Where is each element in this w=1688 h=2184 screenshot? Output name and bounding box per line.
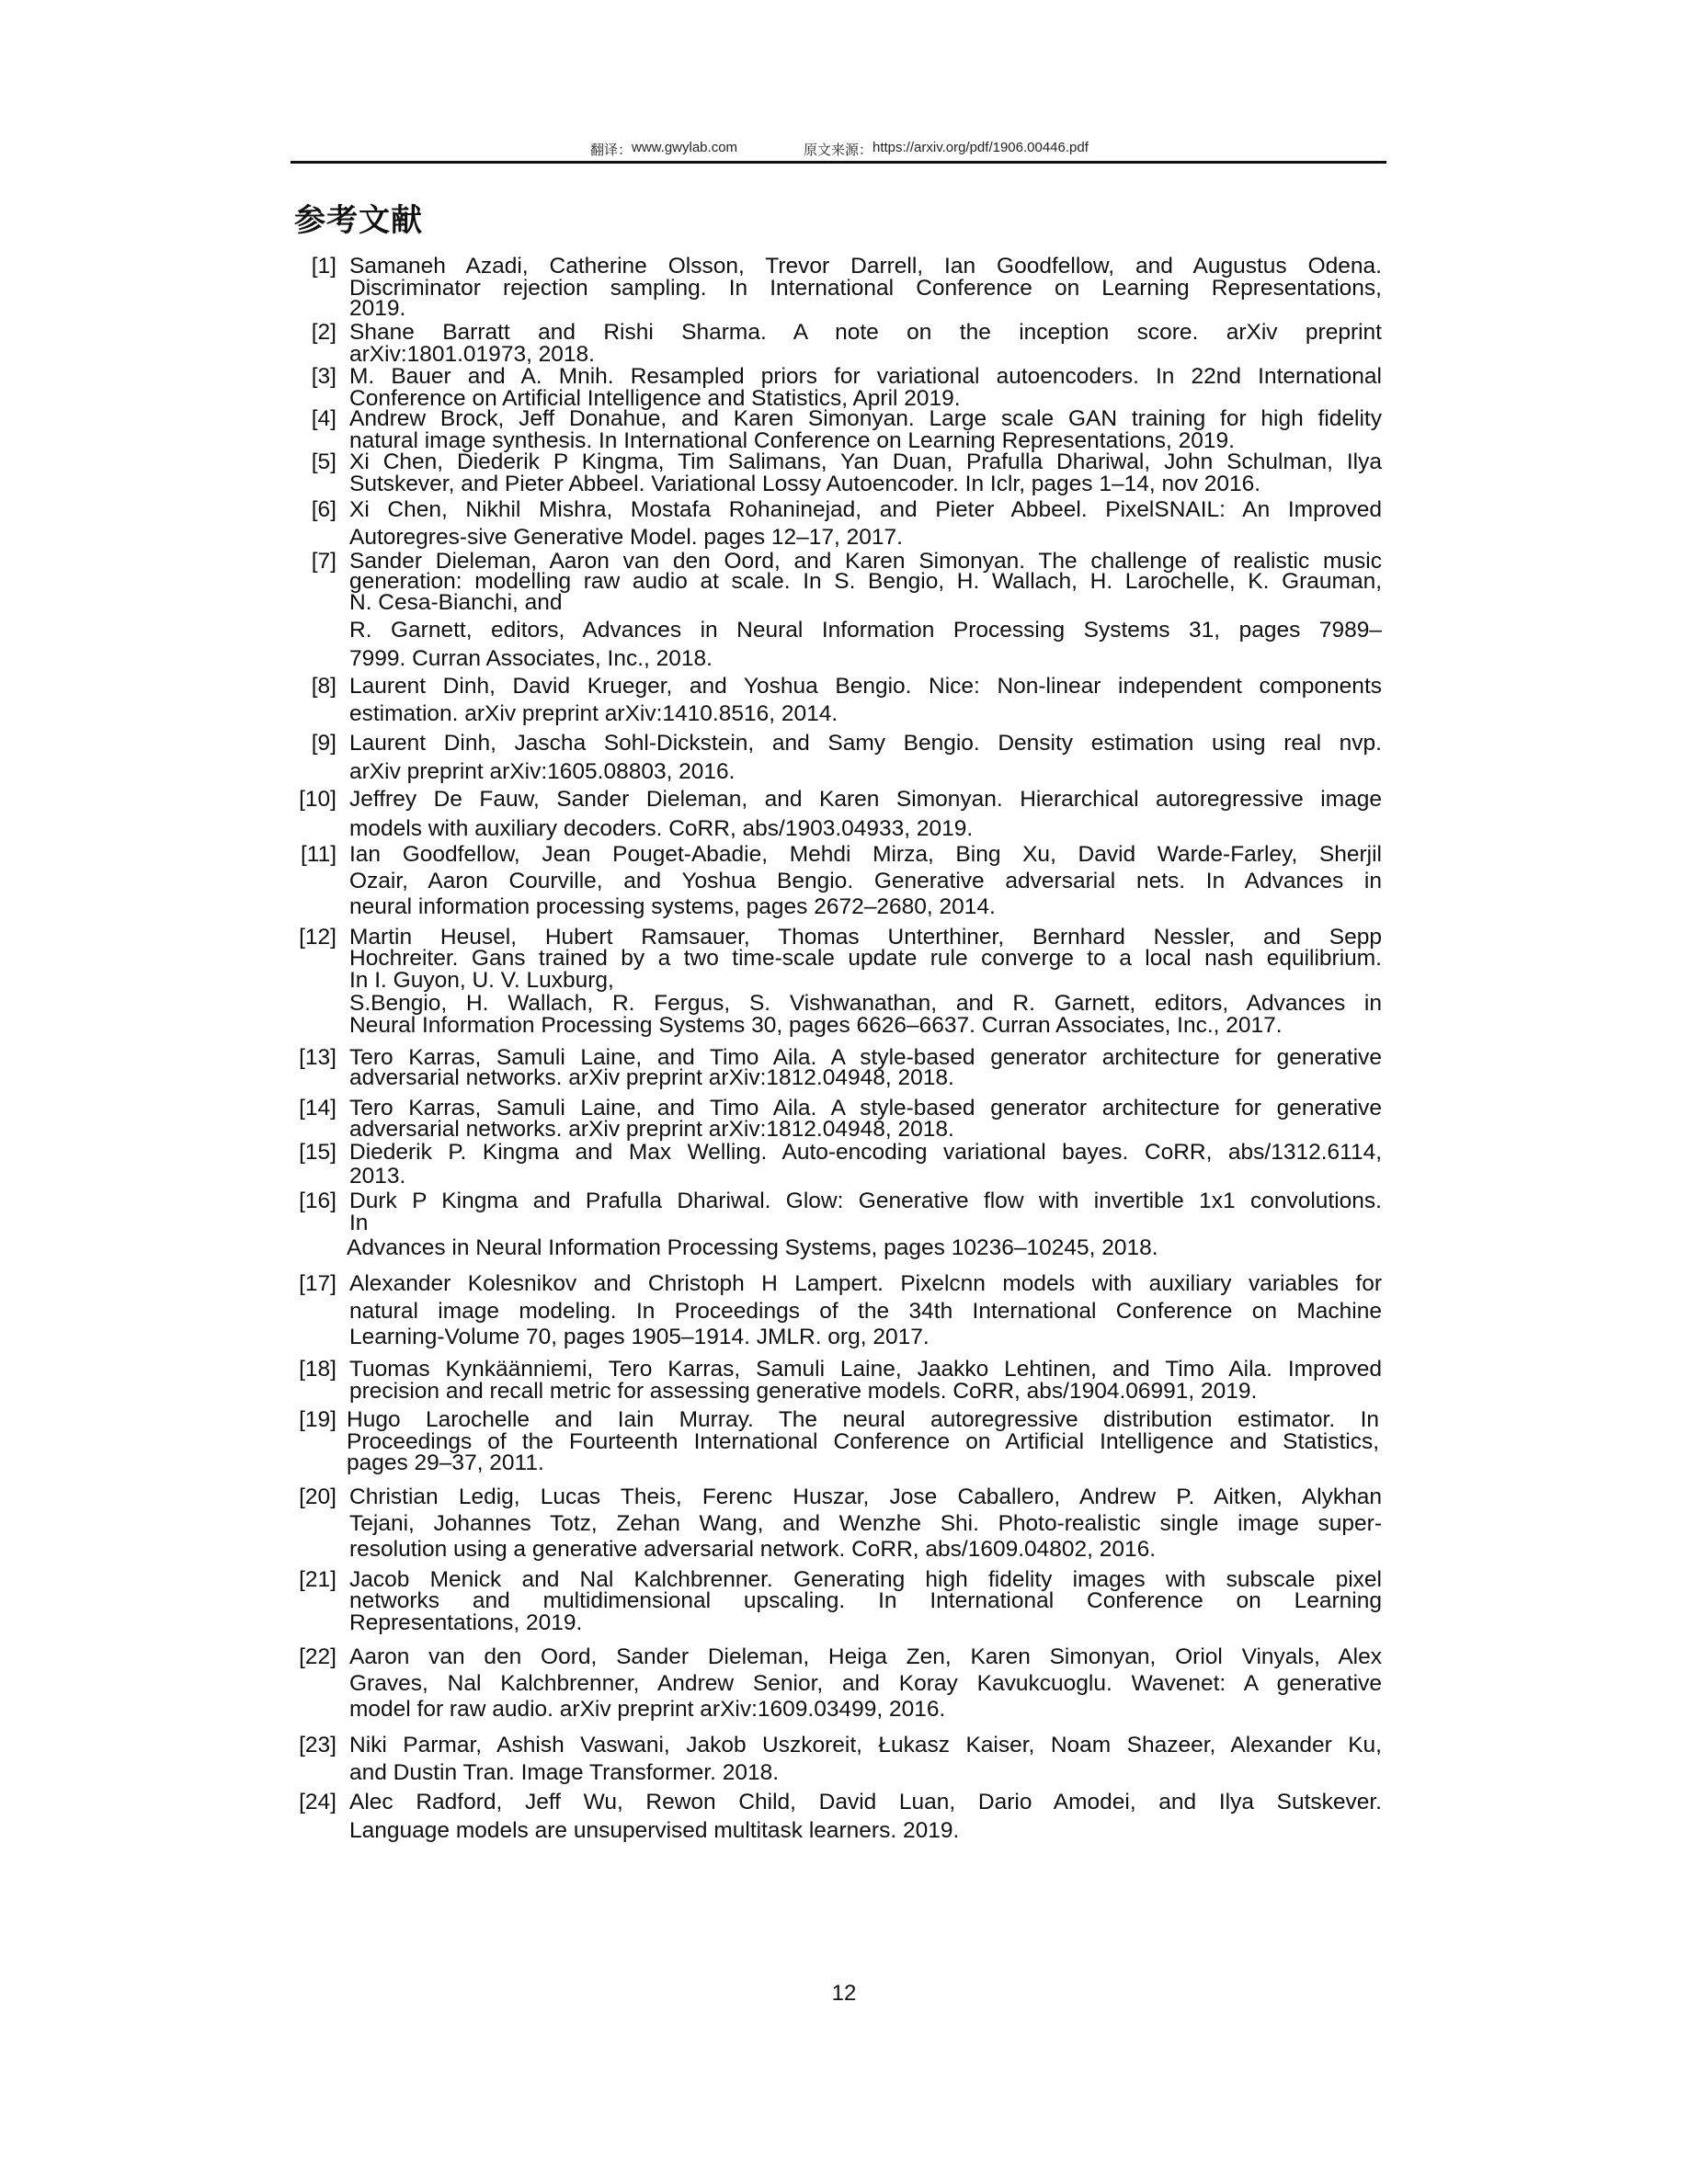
reference-line: Christian Ledig, Lucas Theis, Ferenc Huszar, Jose Caballero, Andrew P. Aitken, Alykhan xyxy=(349,1484,1382,1509)
reference-line: arXiv preprint arXiv:1605.08803, 2016. xyxy=(349,759,736,784)
translator-link[interactable]: www.gwylab.com xyxy=(632,140,738,155)
reference-line: adversarial networks. arXiv preprint arXiv:1812.04948, 2018. xyxy=(349,1116,954,1142)
reference-number: [5] xyxy=(311,449,336,474)
reference-line: Alexander Kolesnikov and Christoph H Lampert. Pixelcnn models with auxiliary variables for xyxy=(349,1270,1382,1296)
reference-line: R. Garnett, editors, Advances in Neural Information Processing Systems 31, pages 7989– xyxy=(349,617,1382,643)
reference-line: estimation. arXiv preprint arXiv:1410.8516, 2014. xyxy=(349,701,838,726)
reference-line: Hugo Larochelle and Iain Murray. The neural autoregressive distribution estimator. In xyxy=(347,1407,1379,1432)
reference-line: Hochreiter. Gans trained by a two time-scale update rule converge to a local nash equilibrium. xyxy=(349,945,1382,971)
reference-number: [2] xyxy=(311,319,336,345)
reference-number: [19] xyxy=(299,1407,336,1432)
source-link[interactable]: https://arxiv.org/pdf/1906.00446.pdf xyxy=(873,140,1089,155)
reference-line: S.Bengio, H. Wallach, R. Fergus, S. Vishwanathan, and R. Garnett, editors, Advances in xyxy=(349,991,1382,1016)
reference-line: Advances in Neural Information Processing Systems, pages 10236–10245, 2018. xyxy=(347,1234,1158,1260)
reference-line: Neural Information Processing Systems 30, pages 6626–6637. Curran Associates, Inc., 2017. xyxy=(349,1013,1283,1038)
reference-line: precision and recall metric for assessing generative models. CoRR, abs/1904.06991, 2019. xyxy=(349,1378,1258,1404)
reference-line: Language models are unsupervised multitask learners. 2019. xyxy=(349,1818,960,1843)
source-label: 原文来源： xyxy=(804,142,873,158)
reference-line: Conference on Artificial Intelligence and Statistics, April 2019. xyxy=(349,385,961,411)
reference-line: and Dustin Tran. Image Transformer. 2018. xyxy=(349,1760,780,1785)
reference-line: Sander Dieleman, Aaron van den Oord, and Karen Simonyan. The challenge of realistic music xyxy=(349,548,1382,574)
reference-line: Tero Karras, Samuli Laine, and Timo Aila. A style-based generator architecture for generative xyxy=(349,1096,1382,1120)
reference-line: Alec Radford, Jeff Wu, Rewon Child, David Luan, Dario Amodei, and Ilya Sutskever. xyxy=(349,1789,1382,1814)
reference-number: [1] xyxy=(311,253,336,279)
reference-line: Durk P Kingma and Prafulla Dhariwal. Glow: Generative flow with invertible 1x1 convolutions. xyxy=(349,1188,1382,1213)
reference-number: [7] xyxy=(311,548,336,574)
reference-line: Diederik P. Kingma and Max Welling. Auto-encoding variational bayes. CoRR, abs/1312.6114, xyxy=(349,1140,1382,1165)
reference-line: Representations, 2019. xyxy=(349,1610,583,1635)
reference-line: 2019. xyxy=(349,296,406,321)
reference-line: Ian Goodfellow, Jean Pouget-Abadie, Mehdi Mirza, Bing Xu, David Warde-Farley, Sherjil xyxy=(349,842,1382,867)
reference-number: [20] xyxy=(299,1484,336,1509)
reference-number: [3] xyxy=(311,363,336,389)
reference-line: models with auxiliary decoders. CoRR, abs/1903.04933, 2019. xyxy=(349,815,974,841)
reference-line: natural image modeling. In Proceedings of the 34th International Conference on Machine xyxy=(349,1298,1382,1324)
reference-number: [16] xyxy=(299,1188,336,1213)
reference-line: Tejani, Johannes Totz, Zehan Wang, and Wenzhe Shi. Photo-realistic single image super- xyxy=(349,1510,1382,1536)
reference-line: Shane Barratt and Rishi Sharma. A note on the inception score. arXiv preprint xyxy=(349,319,1382,345)
reference-line: Autoregres-sive Generative Model. pages 12–17, 2017. xyxy=(349,525,903,550)
reference-number: [11] xyxy=(300,842,336,867)
reference-number: [15] xyxy=(299,1140,336,1165)
reference-number: [21] xyxy=(299,1567,336,1592)
reference-number: [10] xyxy=(299,787,336,812)
reference-line: In I. Guyon, U. V. Luxburg, xyxy=(349,967,614,993)
reference-line: Jeffrey De Fauw, Sander Dieleman, and Karen Simonyan. Hierarchical autoregressive image xyxy=(349,787,1382,812)
reference-number: [6] xyxy=(311,497,336,522)
reference-line: model for raw audio. arXiv preprint arXiv:1609.03499, 2016. xyxy=(349,1697,946,1722)
reference-line: N. Cesa-Bianchi, and xyxy=(349,589,563,615)
reference-line: adversarial networks. arXiv preprint arXiv:1812.04948, 2018. xyxy=(349,1065,954,1090)
reference-number: [9] xyxy=(311,730,336,756)
page-number: 12 xyxy=(831,1981,857,2006)
reference-line: Tero Karras, Samuli Laine, and Timo Aila. A style-based generator architecture for generative xyxy=(349,1044,1382,1070)
reference-number: [8] xyxy=(311,674,336,699)
reference-line: pages 29–37, 2011. xyxy=(347,1450,544,1475)
reference-line: networks and multidimensional upscaling. In International Conference on Learning xyxy=(349,1587,1382,1613)
reference-line: Jacob Menick and Nal Kalchbrenner. Generating high fidelity images with subscale pixel xyxy=(349,1567,1382,1592)
reference-number: [23] xyxy=(299,1733,336,1757)
header-rule xyxy=(291,161,1386,164)
reference-line: Niki Parmar, Ashish Vaswani, Jakob Uszkoreit, Łukasz Kaiser, Noam Shazeer, Alexander Ku, xyxy=(349,1733,1382,1757)
reference-line: Xi Chen, Diederik P Kingma, Tim Salimans, Yan Duan, Prafulla Dhariwal, John Schulman, Ilya xyxy=(349,449,1382,474)
reference-line: In xyxy=(349,1210,369,1235)
reference-line: Laurent Dinh, Jascha Sohl-Dickstein, and Samy Bengio. Density estimation using real nvp. xyxy=(349,730,1382,756)
reference-line: Ozair, Aaron Courville, and Yoshua Bengio. Generative adversarial nets. In Advances in xyxy=(349,868,1382,893)
reference-number: [12] xyxy=(299,925,336,950)
reference-line: Xi Chen, Nikhil Mishra, Mostafa Rohaninejad, and Pieter Abbeel. PixelSNAIL: An Improved xyxy=(349,497,1382,522)
reference-line: arXiv:1801.01973, 2018. xyxy=(349,341,595,367)
page-title: 参考文献 xyxy=(294,203,423,238)
reference-line: 7999. Curran Associates, Inc., 2018. xyxy=(349,646,713,671)
reference-number: [4] xyxy=(311,406,336,431)
reference-number: [18] xyxy=(299,1356,336,1382)
reference-line: Tuomas Kynkäänniemi, Tero Karras, Samuli Laine, Jaakko Lehtinen, and Timo Aila. Improved xyxy=(349,1356,1382,1382)
translator-label: 翻译： xyxy=(590,142,633,158)
reference-line: resolution using a generative adversarial network. CoRR, abs/1609.04802, 2016. xyxy=(349,1537,1157,1562)
reference-number: [13] xyxy=(299,1044,336,1070)
reference-line: Discriminator rejection sampling. In International Conference on Learning Representations, xyxy=(349,275,1382,301)
reference-line: Sutskever, and Pieter Abbeel. Variational Lossy Autoencoder. In Iclr, pages 1–14, nov 2016. xyxy=(349,471,1261,496)
reference-line: Samaneh Azadi, Catherine Olsson, Trevor Darrell, Ian Goodfellow, and Augustus Odena. xyxy=(349,253,1382,279)
reference-number: [17] xyxy=(299,1270,336,1296)
reference-line: 2013. xyxy=(349,1163,406,1189)
reference-line: generation: modelling raw audio at scale. In S. Bengio, H. Wallach, H. Larochelle, K. Grauman, xyxy=(349,569,1382,594)
reference-line: Aaron van den Oord, Sander Dieleman, Heiga Zen, Karen Simonyan, Oriol Vinyals, Alex xyxy=(349,1644,1382,1669)
reference-line: Martin Heusel, Hubert Ramsauer, Thomas Unterthiner, Bernhard Nessler, and Sepp xyxy=(349,925,1382,950)
reference-number: [22] xyxy=(299,1644,336,1669)
reference-line: natural image synthesis. In International Conference on Learning Representations, 2019. xyxy=(349,428,1235,453)
reference-number: [14] xyxy=(299,1096,336,1120)
reference-line: Laurent Dinh, David Krueger, and Yoshua Bengio. Nice: Non-linear independent components xyxy=(349,674,1382,699)
reference-line: M. Bauer and A. Mnih. Resampled priors for variational autoencoders. In 22nd International xyxy=(349,363,1382,389)
reference-line: Graves, Nal Kalchbrenner, Andrew Senior, and Koray Kavukcuoglu. Wavenet: A generative xyxy=(349,1670,1382,1696)
reference-line: Andrew Brock, Jeff Donahue, and Karen Simonyan. Large scale GAN training for high fidelity xyxy=(349,406,1382,431)
reference-line: neural information processing systems, pages 2672–2680, 2014. xyxy=(349,894,996,919)
reference-line: Proceedings of the Fourteenth International Conference on Artificial Intelligence and Statistics, xyxy=(347,1429,1379,1454)
reference-number: [24] xyxy=(299,1789,336,1814)
reference-line: Learning-Volume 70, pages 1905–1914. JMLR. org, 2017. xyxy=(349,1325,930,1349)
